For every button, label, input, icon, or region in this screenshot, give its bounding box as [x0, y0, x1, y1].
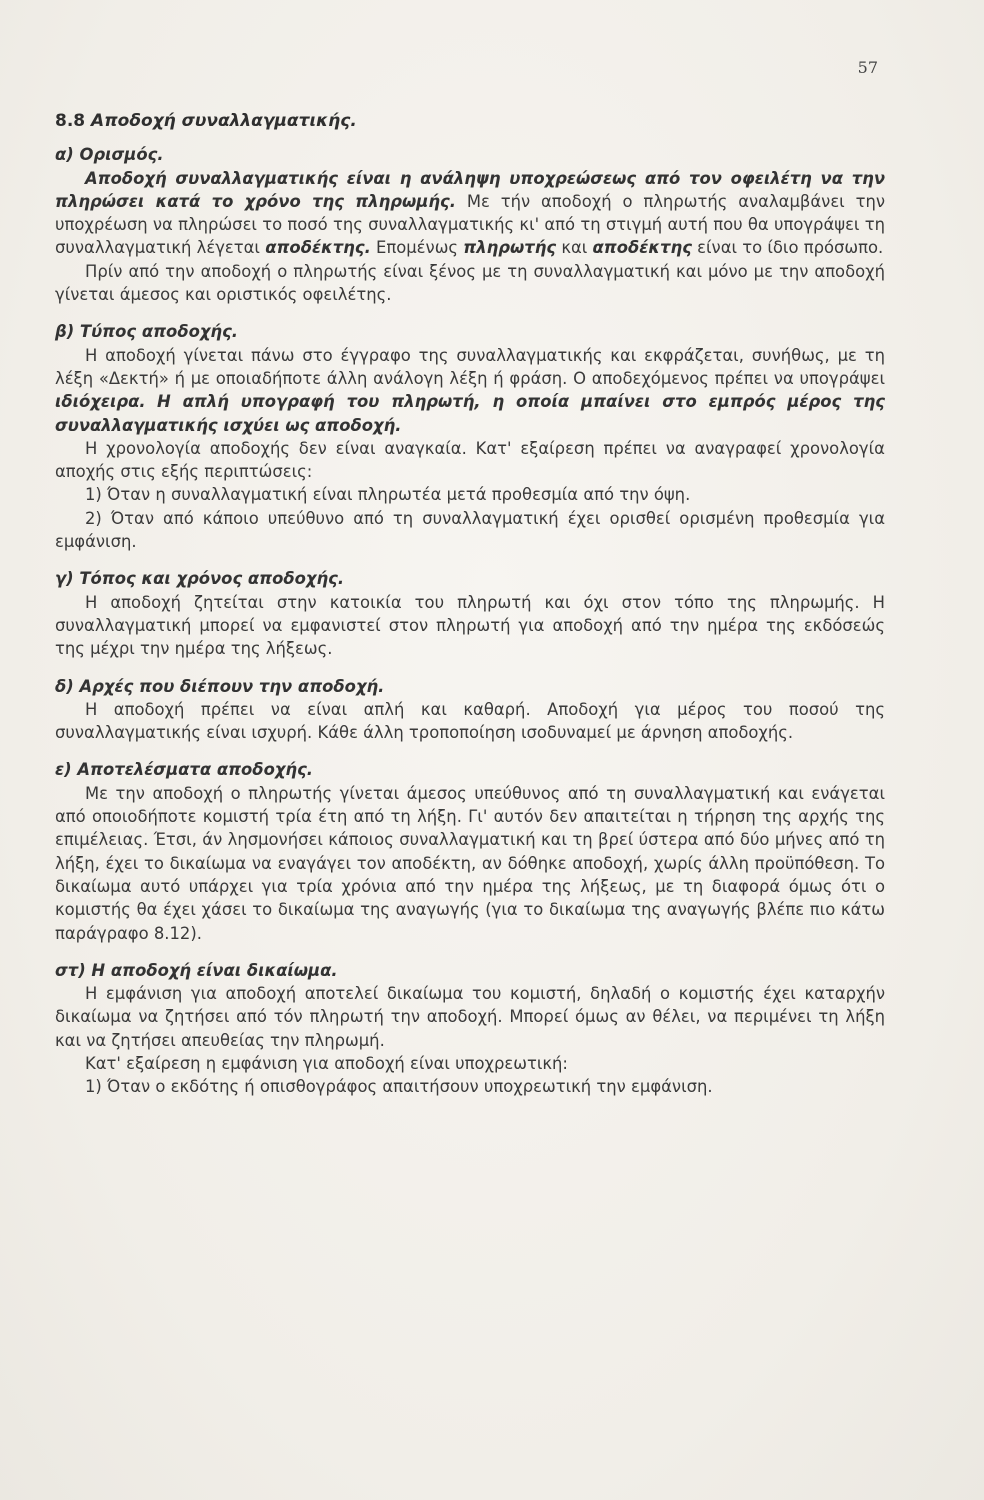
- definition-emphasis: Αποδοχή συναλλαγματικής είναι η ανάληψη υποχρεώσεως από τον οφειλέτη να την πληρώσει κατά το χρόνο της πληρωμής.: [55, 168, 885, 211]
- paragraph-right: Η εμφάνιση για αποδοχή αποτελεί δικαίωμα του κομιστή, δηλαδή ο κομιστής έχει καταρχήν δικαίωμα να ζητήσει από τόν πληρωτή την αποδοχή. Μπορεί όμως αν θέλει, να περιμένει τη λήξη και να ζητήσει απευθείας την πληρωμή.: [55, 984, 885, 1050]
- paragraph-exception: Κατ' εξαίρεση η εμφάνιση για αποδοχή είναι υποχρεωτική:: [85, 1053, 568, 1073]
- paragraph-definition: [55, 167, 885, 260]
- page-number: 57: [857, 58, 878, 77]
- list-item: 1) Όταν η συναλλαγματική είναι πληρωτέα μετά προθεσμία από την όψη.: [85, 485, 691, 505]
- paragraph-place-time: Η αποδοχή ζητείται στην κατοικία του πληρωτή και όχι στον τόπο της πληρωμής. Η συναλλαγματική μπορεί να εμφανιστεί στον πληρωτή για αποδοχή από την ημέρα της εκδόσεώς της μέχρι την ημέρα της λήξεως.: [55, 592, 885, 659]
- page-content: [55, 110, 885, 1099]
- section-number: 8.8: [55, 111, 86, 131]
- subheading-principles: δ) Αρχές που διέπουν την αποδοχή.: [55, 676, 385, 696]
- text-span: και: [556, 238, 593, 258]
- paragraph-principles: Η αποδοχή πρέπει να είναι απλή και καθαρή. Αποδοχή για μέρος του ποσού της συναλλαγματικής είναι ισχυρή. Κάθε άλλη τροποποίηση ισοδυναμεί με άρνηση αποδοχής.: [55, 699, 885, 743]
- text-span: Επομένως: [370, 238, 464, 258]
- list-item: 2) Όταν από κάποιο υπεύθυνο από τη συναλλαγματική έχει ορισθεί ορισμένη προθεσμία για εμφάνιση.: [55, 508, 885, 552]
- subheading-right: στ) Η αποδοχή είναι δικαίωμα.: [55, 960, 338, 980]
- subheading-place-time: γ) Τόπος και χρόνος αποδοχής.: [55, 569, 345, 589]
- paragraph-form: [55, 344, 885, 437]
- list-item: 1) Όταν ο εκδότης ή οπισθογράφος απαιτήσουν υποχρεωτική την εμφάνιση.: [85, 1077, 713, 1097]
- section-title: [55, 110, 885, 133]
- section-title-text: Αποδοχή συναλλαγματικής.: [91, 111, 357, 131]
- term-acceptor: αποδέκτης.: [265, 238, 371, 258]
- paragraph-date: Η χρονολογία αποδοχής δεν είναι αναγκαία. Κατ' εξαίρεση πρέπει να αναγραφεί χρονολογία αποχής στις εξής περιπτώσεις:: [55, 438, 885, 482]
- signature-rule: Η απλή υπογραφή του πληρωτή, η οποία μπαίνει στο εμπρός μέρος της συναλλαγματικής ισχύει ως αποδοχή.: [55, 392, 885, 435]
- text-span: είναι το ίδιο πρόσωπο.: [691, 238, 884, 258]
- text-span: Η αποδοχή γίνεται πάνω στο έγγραφο της συναλλαγματικής και εκφράζεται, συνήθως, με τη λέξη «Δεκτή» ή με οποιαδήποτε άλλη ανάλογη λέξη ή φράση. Ο αποδεχόμενος πρέπει να υπογράψει: [55, 345, 885, 388]
- paragraph-before-acceptance: Πρίν από την αποδοχή ο πληρωτής είναι ξένος με τη συναλλαγματική και μόνο με την αποδοχή γίνεται άμεσος και οριστικός οφειλέτης.: [55, 261, 885, 305]
- subheading-form: β) Τύπος αποδοχής.: [55, 322, 239, 342]
- subheading-effects: ε) Αποτελέσματα αποδοχής.: [55, 760, 314, 780]
- text-span: Με τήν αποδοχή ο πληρωτής αναλαμβάνει την υποχρέωση να πληρώσει το ποσό της συναλλαγματικής κι' από τη στιγμή αυτή που θα υπογράψει τη συναλλαγματική λέγεται: [55, 191, 886, 258]
- term-acceptor-2: αποδέκτης: [592, 238, 692, 258]
- term-drawee: πληρωτής: [463, 238, 557, 258]
- subheading-definition: α) Ορισμός.: [55, 145, 164, 165]
- term-handwritten: ιδιόχειρα.: [55, 392, 146, 412]
- paragraph-effects: Με την αποδοχή ο πληρωτής γίνεται άμεσος υπεύθυνος από τη συναλλαγματική και ενάγεται από οποιοδήποτε κομιστή τρία έτη από τη λήξη. Γι' αυτόν δεν απαιτείται η τήρηση της αρχής της επιμέλειας. Έτσι, άν λησμονήσει κάποιος συναλλαγματική και τη βρεί ύστερα από δύο μήνες από τη λήξη, έχει το δικαίωμα να εναγάγει τον αποδέκτη, αν δόθηκε αποδοχή, χωρίς άλλη προϋπόθεση. Το δικαίωμα αυτό υπάρχει για τρία χρόνια από την ημέρα της λήξεως, με τη διαφορά όμως ότι ο κομιστής θα έχει χάσει το δικαίωμα της αναγωγής (για το δικαίωμα της αναγωγής βλέπε πιο κάτω παράγραφο 8.12).: [55, 783, 885, 943]
- text-span: [146, 392, 157, 411]
